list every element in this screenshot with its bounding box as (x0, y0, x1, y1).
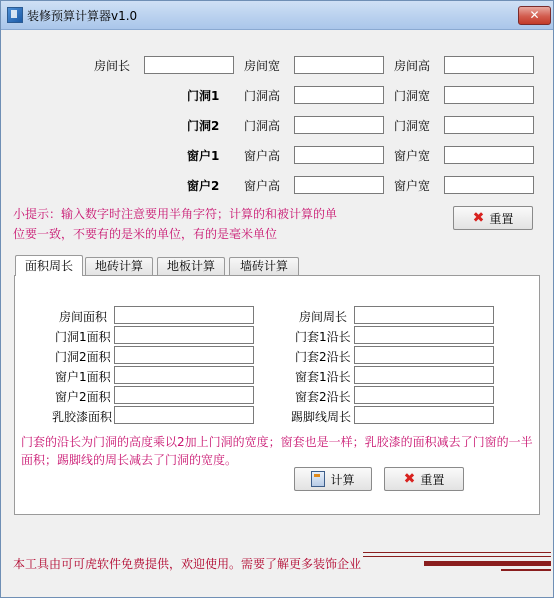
latex-paint-area-label: 乳胶漆面积 (52, 410, 113, 424)
calculate-button[interactable] (294, 467, 372, 491)
tip-text: 小提示：输入数字时注意要用半角字符；计算的和被计算的单位要一致，不要有的是米的单位，有的是毫米单位 (13, 207, 338, 241)
skirting-perimeter-output[interactable] (354, 406, 494, 424)
room-height-label: 房间高 (394, 59, 431, 73)
room-height-input[interactable] (444, 56, 534, 74)
room-area-label: 房间面积 (59, 310, 108, 324)
door2-width-input[interactable] (444, 116, 534, 134)
app-icon (7, 7, 23, 23)
tab-floorboard[interactable]: 地板计算 (157, 257, 225, 275)
window2-width-label: 窗户宽 (394, 179, 431, 193)
tab-area-perimeter[interactable]: 面积周长 (15, 255, 83, 276)
door2-height-input[interactable] (294, 116, 384, 134)
reset-button-top[interactable] (453, 206, 533, 230)
room-perimeter-label: 房间周长 (299, 310, 348, 324)
reset-label-panel: 重置 (420, 472, 445, 487)
window1-width-input[interactable] (444, 146, 534, 164)
calculate-label: 计算 (330, 472, 355, 487)
door2-width-label: 门洞宽 (394, 119, 431, 133)
door1-area-label: 门洞1面积 (55, 330, 111, 344)
door-frame1-output[interactable] (354, 326, 494, 344)
door2-label: 门洞2 (187, 119, 220, 133)
window2-area-output[interactable] (114, 386, 254, 404)
close-x-icon: ✖ (403, 471, 416, 487)
room-length-input[interactable] (144, 56, 234, 74)
window1-height-label: 窗户高 (244, 149, 281, 163)
latex-paint-area-output[interactable] (114, 406, 254, 424)
window1-area-output[interactable] (114, 366, 254, 384)
window2-height-label: 窗户高 (244, 179, 281, 193)
footer-decor-line (363, 552, 551, 553)
room-width-label: 房间宽 (244, 59, 281, 73)
door2-height-label: 门洞高 (244, 119, 281, 133)
close-button[interactable]: ✕ (518, 6, 551, 25)
door1-width-input[interactable] (444, 86, 534, 104)
window-frame2-output[interactable] (354, 386, 494, 404)
room-length-label: 房间长 (94, 59, 131, 73)
window1-width-label: 窗户宽 (394, 149, 431, 163)
calculation-note: 门套的沿长为门洞的高度乘以2加上门洞的宽度；窗套也是一样；乳胶漆的面积减去了门窗的一半面积；踢脚线的周长减去了门洞的宽度。 (21, 435, 533, 467)
window-frame1-output[interactable] (354, 366, 494, 384)
door2-area-output[interactable] (114, 346, 254, 364)
reset-button-panel[interactable] (384, 467, 464, 491)
door-frame2-output[interactable] (354, 346, 494, 364)
window1-area-label: 窗户1面积 (55, 370, 111, 384)
door1-height-input[interactable] (294, 86, 384, 104)
door1-label: 门洞1 (187, 89, 220, 103)
window1-height-input[interactable] (294, 146, 384, 164)
room-perimeter-output[interactable] (354, 306, 494, 324)
door-frame1-label: 门套1沿长 (295, 330, 351, 344)
reset-label-top: 重置 (489, 211, 514, 226)
title-bar (1, 1, 553, 30)
door1-height-label: 门洞高 (244, 89, 281, 103)
calculator-icon (311, 471, 325, 487)
close-x-icon: ✖ (472, 210, 485, 226)
footer-text: 本工具由可可虎软件免费提供，欢迎使用。需要了解更多装饰企业 (13, 557, 362, 571)
room-width-input[interactable] (294, 56, 384, 74)
window-title: 装修预算计算器v1.0 (27, 9, 138, 23)
room-area-output[interactable] (114, 306, 254, 324)
window-frame2-label: 窗套2沿长 (295, 390, 351, 404)
door1-area-output[interactable] (114, 326, 254, 344)
footer-decor-bar (424, 561, 551, 566)
skirting-perimeter-label: 踢脚线周长 (291, 410, 352, 424)
window2-height-input[interactable] (294, 176, 384, 194)
door1-width-label: 门洞宽 (394, 89, 431, 103)
tab-floor-tile[interactable]: 地砖计算 (85, 257, 153, 275)
door2-area-label: 门洞2面积 (55, 350, 111, 364)
window2-width-input[interactable] (444, 176, 534, 194)
footer-decor-bar (501, 569, 551, 571)
footer-decor-line (363, 556, 551, 557)
door-frame2-label: 门套2沿长 (295, 350, 351, 364)
tab-wall-tile[interactable]: 墙砖计算 (229, 257, 299, 275)
window1-label: 窗户1 (187, 149, 220, 163)
window2-area-label: 窗户2面积 (55, 390, 111, 404)
window2-label: 窗户2 (187, 179, 220, 193)
window-frame1-label: 窗套1沿长 (295, 370, 351, 384)
